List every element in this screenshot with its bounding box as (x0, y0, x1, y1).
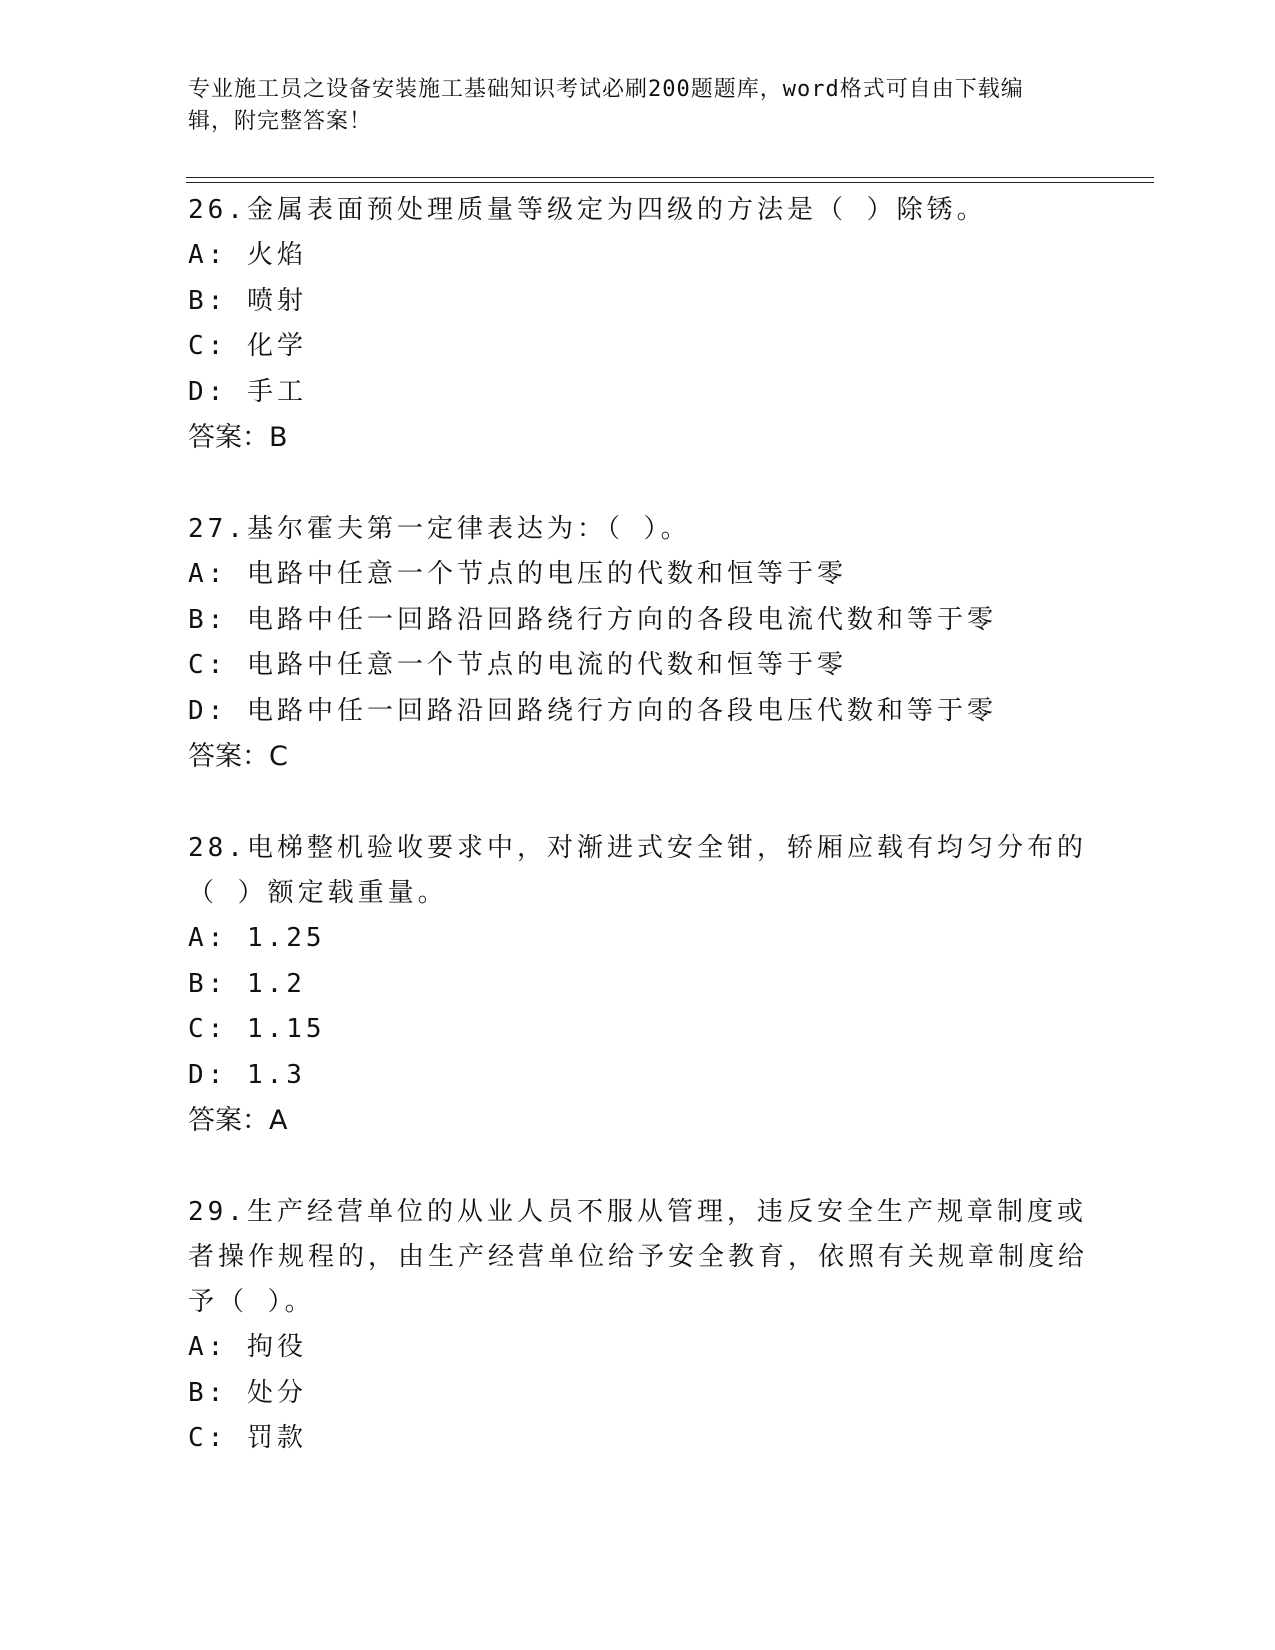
document-header: 专业施工员之设备安装施工基础知识考试必刷200题题库，word格式可自由下载编辑，附完整答案！ (188, 77, 1024, 134)
question-26 (188, 188, 1088, 460)
answer-line: 答案：B (188, 422, 288, 453)
option-d: D: 1.3 (188, 1059, 306, 1090)
question-list (188, 188, 1088, 1462)
question-stem: 27.基尔霍夫第一定律表达为：（ ）。 (188, 514, 691, 544)
answer-line: 答案：A (188, 1105, 288, 1136)
option-c: C: 罚款 (188, 1423, 307, 1453)
question-stem: 26.金属表面预处理质量等级定为四级的方法是（ ）除锈。 (188, 195, 987, 225)
option-c: C: 1.15 (188, 1014, 326, 1044)
option-b: B: 电路中任一回路沿回路绕行方向的各段电流代数和等于零 (188, 604, 997, 635)
option-b: B: 喷射 (188, 285, 307, 316)
option-d: D: 电路中任一回路沿回路绕行方向的各段电压代数和等于零 (188, 695, 997, 726)
header-divider-top (186, 177, 1154, 178)
question-28 (188, 826, 1088, 1143)
option-c: C: 化学 (188, 331, 307, 361)
option-a: A: 拘役 (188, 1332, 307, 1362)
option-b: B: 处分 (188, 1377, 307, 1408)
question-27 (188, 507, 1088, 779)
header-divider-bottom (186, 182, 1154, 183)
option-b: B: 1.2 (188, 968, 306, 999)
option-a: A: 1.25 (188, 923, 326, 953)
answer-line: 答案：C (188, 741, 288, 772)
question-stem: 29.生产经营单位的从业人员不服从管理，违反安全生产规章制度或者操作规程的，由生产经营单位给予安全教育，依照有关规章制度给予（ ）。 (188, 1197, 1089, 1317)
question-stem: 28.电梯整机验收要求中，对渐进式安全钳，轿厢应载有均匀分布的（ ）额定载重量。 (188, 833, 1087, 908)
question-29 (188, 1190, 1088, 1462)
option-c: C: 电路中任意一个节点的电流的代数和恒等于零 (188, 650, 847, 680)
option-d: D: 手工 (188, 376, 307, 407)
option-a: A: 电路中任意一个节点的电压的代数和恒等于零 (188, 559, 847, 589)
option-a: A: 火焰 (188, 240, 307, 270)
